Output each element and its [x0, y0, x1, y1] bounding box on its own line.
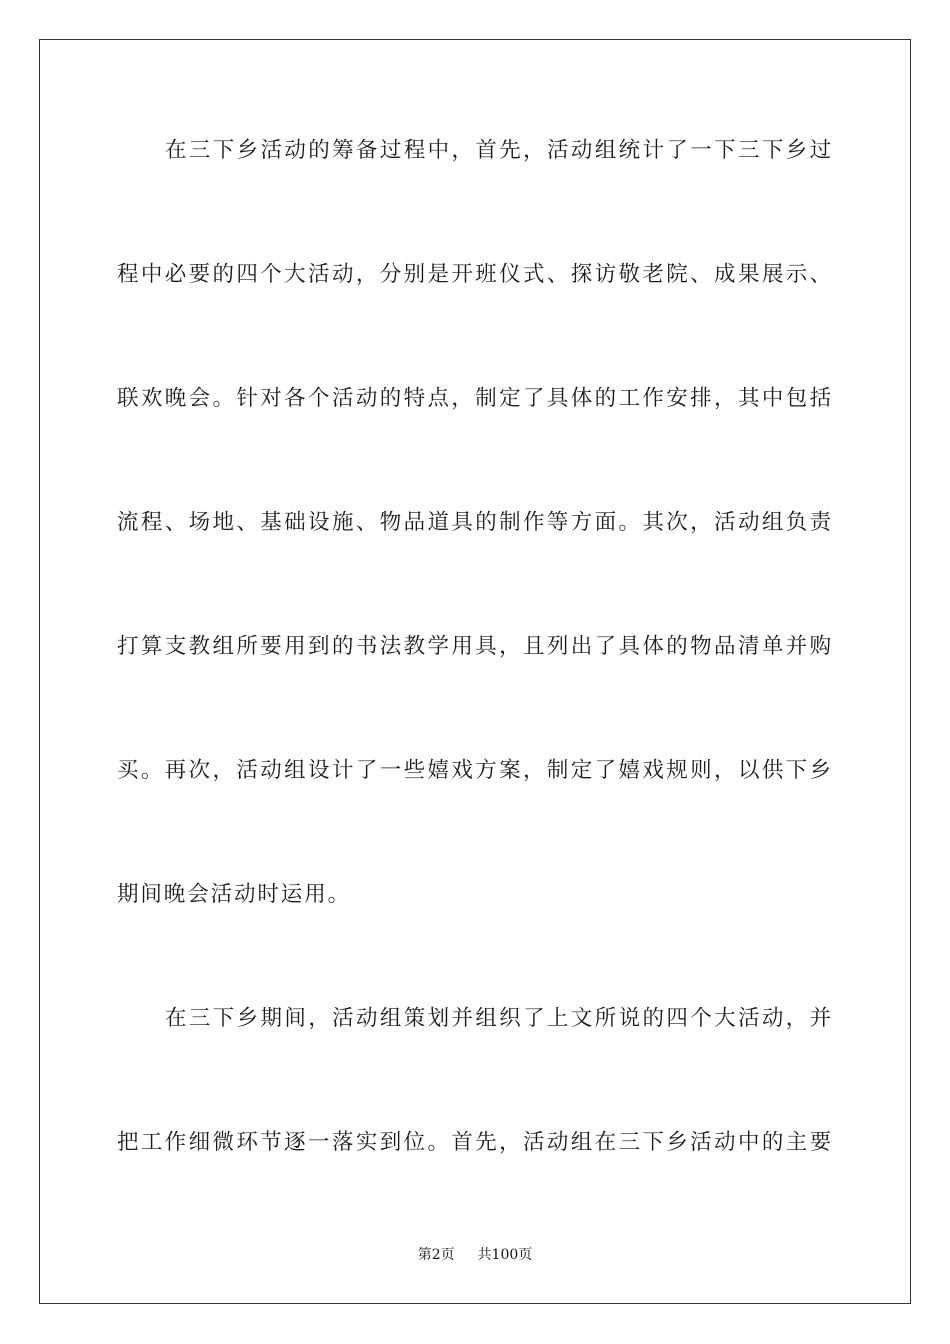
page-footer	[0, 1245, 950, 1265]
paragraph-1-line-7: 期间晚会活动时运用。	[117, 882, 352, 907]
paragraph-1-line-5: 打算支教组所要用到的书法教学用具，且列出了具体的物品清单并购	[117, 634, 833, 659]
page-number: 第2页	[417, 1247, 455, 1263]
page-total: 共100页	[477, 1247, 533, 1263]
paragraph-2-line-2: 把工作细微环节逐一落实到位。首先，活动组在三下乡活动中的主要	[117, 1130, 833, 1155]
paragraph-2-line-1: 在三下乡期间，活动组策划并组织了上文所说的四个大活动，并	[165, 1006, 833, 1031]
paragraph-1-line-3: 联欢晚会。针对各个活动的特点，制定了具体的工作安排，其中包括	[117, 386, 833, 411]
paragraph-1-line-2: 程中必要的四个大活动，分别是开班仪式、探访敬老院、成果展示、	[117, 262, 833, 287]
paragraph-1-line-6: 买。再次，活动组设计了一些嬉戏方案，制定了嬉戏规则，以供下乡	[117, 758, 833, 783]
paragraph-1-line-1: 在三下乡活动的筹备过程中，首先，活动组统计了一下三下乡过	[165, 138, 833, 163]
page-frame	[39, 39, 911, 1304]
paragraph-1-line-4: 流程、场地、基础设施、物品道具的制作等方面。其次，活动组负责	[117, 510, 833, 535]
